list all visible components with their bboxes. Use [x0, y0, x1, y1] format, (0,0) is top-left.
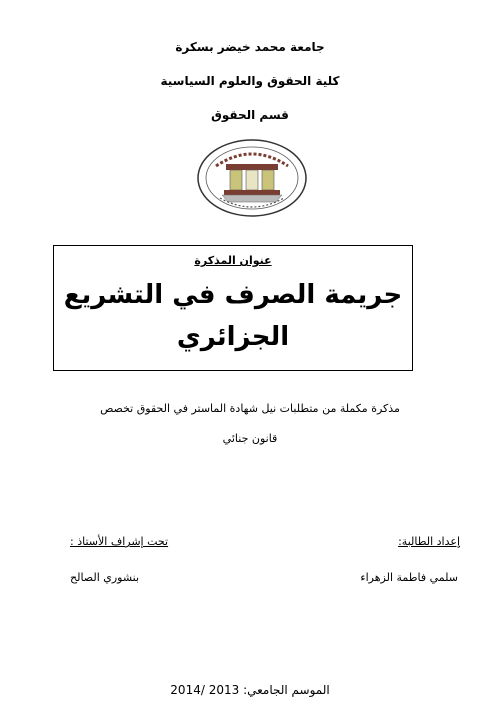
description-line-2: قانون جنائي — [222, 432, 278, 445]
university-seal-icon — [196, 138, 308, 218]
description-line-1: مذكرة مكملة من متطلبات نيل شهادة الماستر في الحقوق تخصص — [100, 402, 400, 415]
student-name: سلمي فاطمة الزهراء — [360, 571, 458, 584]
faculty-name: كلية الحقوق والعلوم السياسية — [160, 74, 340, 88]
university-name: جامعة محمد خيضر بسكرة — [175, 40, 325, 54]
supervisor-label: تحت إشراف الأستاذ : — [70, 535, 169, 548]
academic-year: الموسم الجامعي: 2013 /2014 — [170, 683, 330, 697]
title-box — [53, 245, 413, 371]
department-name: قسم الحقوق — [211, 108, 289, 122]
student-label: إعداد الطالبة: — [398, 535, 460, 548]
title-label: عنوان المذكرة — [194, 254, 272, 267]
thesis-title: جريمة الصرف في التشريع الجزائري — [63, 280, 403, 352]
supervisor-name: بنشوري الصالح — [70, 571, 140, 584]
